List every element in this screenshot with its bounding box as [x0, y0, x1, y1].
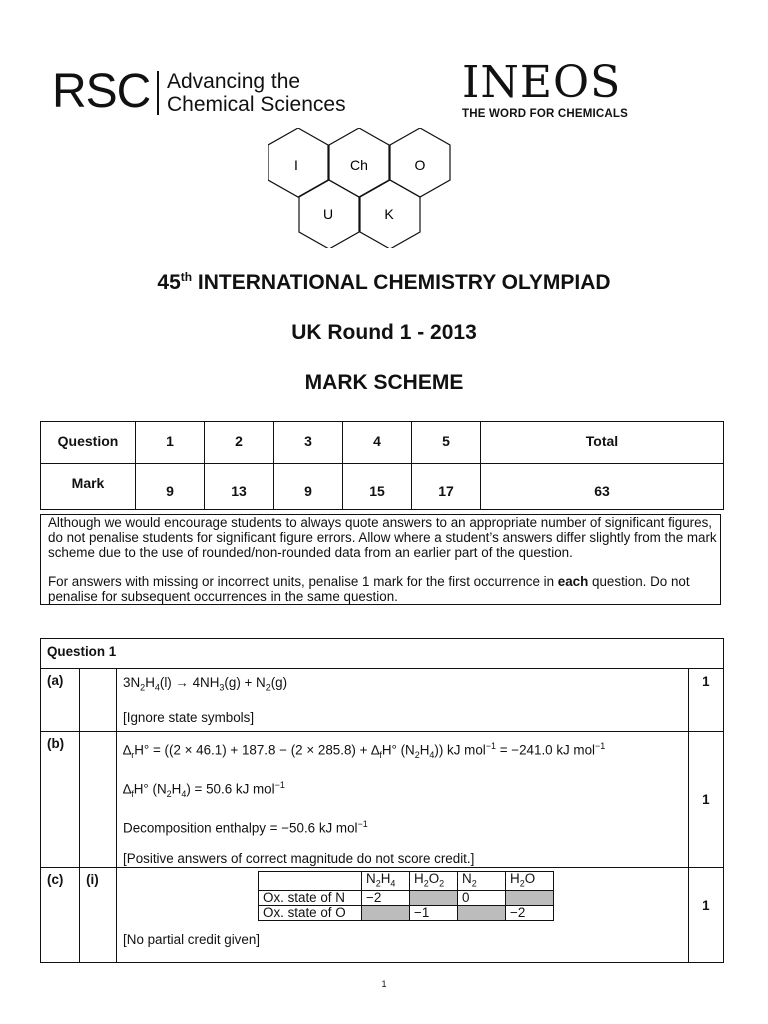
mark-header: Mark	[41, 464, 136, 510]
note-text: question. Do not penalise for subsequent occurrences in the same question.	[48, 574, 690, 604]
marks-summary-table	[40, 421, 724, 510]
part-label: (c)	[41, 867, 80, 962]
mark-value: 13	[205, 464, 274, 510]
enthalpy-calculation: $\Delta_rH^\circ = ((2 \times 46.1) + 187.8 - (2 \times 285.8) + \Delta_fH^\circ$ $(N_2H_4)$) kJ mol$^{-1}$ = −241.0 kJ mol$^{-1}$	[123, 741, 606, 761]
note-units	[48, 574, 720, 604]
question-1-table	[40, 638, 724, 963]
table-row	[41, 669, 724, 732]
rsc-tagline-line2: Chemical Sciences	[167, 93, 346, 116]
table-row	[41, 639, 724, 669]
table-row	[259, 891, 554, 906]
scheme-title: MARK SCHEME	[304, 371, 464, 394]
table-cell: −1	[410, 906, 458, 921]
mark-value: 9	[136, 464, 205, 510]
hex-label: U	[322, 206, 334, 222]
mark-value: 15	[343, 464, 412, 510]
question-number: 3	[274, 422, 343, 464]
marking-note: [Positive answers of correct magnitude do not score credit.]	[123, 850, 475, 866]
mark-value: 17	[412, 464, 481, 510]
shaded-cell	[458, 906, 506, 921]
row-header: Ox. state of O	[259, 906, 362, 921]
answer-cell	[117, 867, 689, 962]
question-number: 1	[136, 422, 205, 464]
column-header: $H_2O$	[506, 871, 554, 891]
olympiad-number: 45	[157, 271, 181, 294]
marking-note: [No partial credit given]	[123, 932, 260, 948]
round-title: UK Round 1 - 2013	[291, 321, 477, 344]
answer-cell	[117, 669, 689, 732]
oxidation-state-table	[258, 871, 554, 922]
decomposition-enthalpy: Decomposition enthalpy = −50.6 kJ mol$^{-1}$	[123, 819, 368, 836]
total-header: Total	[481, 422, 724, 464]
equation: $3N_2H_4(l) \to 4NH_3(g) + N_2(g)$	[123, 675, 288, 693]
page-number: 1	[381, 979, 387, 989]
table-cell: −2	[362, 891, 410, 906]
rsc-logo: RSC	[52, 65, 151, 118]
table-row	[41, 732, 724, 868]
table-row	[41, 867, 724, 962]
total-value: 63	[481, 464, 724, 510]
page-title	[0, 270, 768, 295]
olympiad-name: INTERNATIONAL CHEMISTRY OLYMPIAD	[192, 271, 611, 294]
note-significant-figures: Although we would encourage students to always quote answers to an appropriate number of significant figures, do not penalise students for significant figure errors. Allow where a student’s answers differ slightly from the mark scheme due to the use of rounded/non-rounded data from an earlier part of the question.	[48, 515, 717, 560]
table-row	[41, 422, 724, 464]
hex-label: K	[384, 206, 394, 222]
column-header: $H_2O_2$	[410, 871, 458, 891]
question-header: Question	[41, 422, 136, 464]
shaded-cell	[362, 906, 410, 921]
hex-label: O	[414, 157, 426, 173]
question-heading: Question 1	[41, 639, 724, 669]
question-number: 2	[205, 422, 274, 464]
table-cell: 0	[458, 891, 506, 906]
row-header: Ox. state of N	[259, 891, 362, 906]
ineos-logo: INEOS	[462, 57, 622, 108]
hexagon	[268, 128, 328, 197]
question-number: 4	[343, 422, 412, 464]
table-row	[259, 871, 554, 891]
mark-cell: 1	[688, 867, 723, 962]
mark-cell: 1	[688, 669, 723, 732]
marking-notes-box	[40, 514, 721, 605]
column-header: $N_2H_4$	[362, 871, 410, 891]
part-label: (a)	[41, 669, 80, 732]
part-label: (b)	[41, 732, 80, 868]
shaded-cell	[410, 891, 458, 906]
formation-enthalpy-value: = 50.6 kJ mol	[194, 781, 275, 797]
table-row	[41, 464, 724, 510]
marking-note: [Ignore state symbols]	[123, 709, 255, 725]
rsc-tagline	[167, 70, 346, 116]
table-cell: −2	[506, 906, 554, 921]
subpart-label	[80, 669, 117, 732]
icho-uk-hexagon-logo	[268, 128, 458, 248]
note-text: For answers with missing or incorrect units, penalise 1 mark for the first occurrence in	[48, 574, 558, 589]
table-cell	[259, 871, 362, 891]
formation-enthalpy: $\Delta_fH^\circ$ $(N_2H_4) = 50.6$ kJ mol$^{-1}$	[123, 780, 285, 800]
note-emphasis: each	[557, 574, 589, 589]
mark-cell: 1	[688, 732, 723, 868]
question-number: 5	[412, 422, 481, 464]
subpart-label: (i)	[80, 867, 117, 962]
rsc-logo-divider	[157, 71, 159, 115]
olympiad-ordinal: th	[180, 270, 193, 284]
shaded-cell	[506, 891, 554, 906]
mark-value: 9	[274, 464, 343, 510]
hex-label: Ch	[350, 157, 368, 173]
hex-label: I	[294, 157, 298, 173]
decomposition-enthalpy-value: Decomposition enthalpy = −50.6 kJ mol	[123, 820, 358, 836]
ineos-tagline: THE WORD FOR CHEMICALS	[462, 108, 629, 120]
subpart-label	[80, 732, 117, 868]
answer-cell	[117, 732, 689, 868]
column-header: $N_2$	[458, 871, 506, 891]
table-row	[259, 906, 554, 921]
rsc-tagline-line1: Advancing the	[167, 70, 301, 93]
